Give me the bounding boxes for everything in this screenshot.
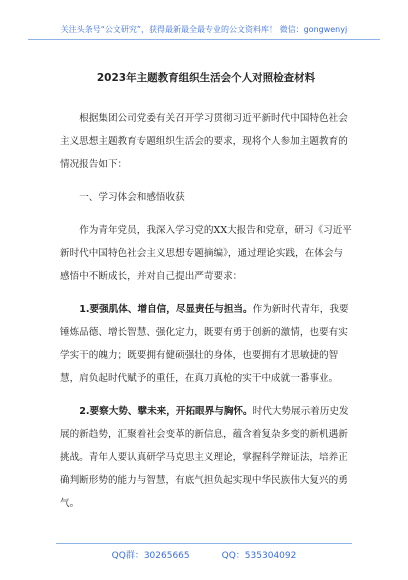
header-note: 关注头条号“公文研究”，获得最新最全最专业的公文资料库！ 微信：gongwenyj (28, 24, 380, 40)
section-paragraph: 作为青年党员，我深入学习党的XX大报告和党章，研习《习近平新时代中国特色社会主义思想专题摘编》，通过理论实践，在体会与感悟中不断成长，并对自己提出严苛要求： (60, 225, 352, 282)
point-2-text: 时代大势展示着历史发展的新趋势，汇聚着社会变革的新信息，蕴含着复杂多变的新机遇新挑战。青年人要认真研学马克思主义理论，掌握科学辩证法，培养正确判断形势的能力与智慧，有底气担负起实现中华民族伟大复兴的勇气。 (60, 406, 349, 509)
intro-paragraph: 根据集团公司党委有关召开学习贯彻习近平新时代中国特色社会主义思想主题教育专题组织生活会的要求，现将个人参加主题教育的情况报告如下： (60, 113, 348, 170)
document-title: 2023年主题教育组织生活会个人对照检查材料 (96, 72, 316, 84)
point-1-text: 作为新时代青年，我要锤炼品德、增长智慧、强化定力，既要有勇于创新的激情，也要有实学实干的魄力；既要拥有健硕强壮的身体，也要拥有才思敏捷的智慧，肩负起时代赋予的重任，在真刀真枪的实干中成就一番事业。 (60, 304, 349, 384)
document-body (60, 70, 352, 515)
point-2 (60, 400, 352, 515)
footer (0, 548, 408, 561)
point-2-heading: 2.要察大势、擘未来，开拓眼界与胸怀。 (79, 406, 253, 417)
point-1-heading: 1.要强肌体、增自信，尽显责任与担当。 (79, 304, 253, 315)
footer-divider (56, 543, 352, 544)
footer-qq: QQ：535304092 (221, 551, 297, 561)
footer-qq-group: QQ群：30265665 (111, 551, 190, 561)
section-heading: 一、学习体会和感悟收获 (79, 192, 185, 203)
point-1 (60, 298, 352, 390)
